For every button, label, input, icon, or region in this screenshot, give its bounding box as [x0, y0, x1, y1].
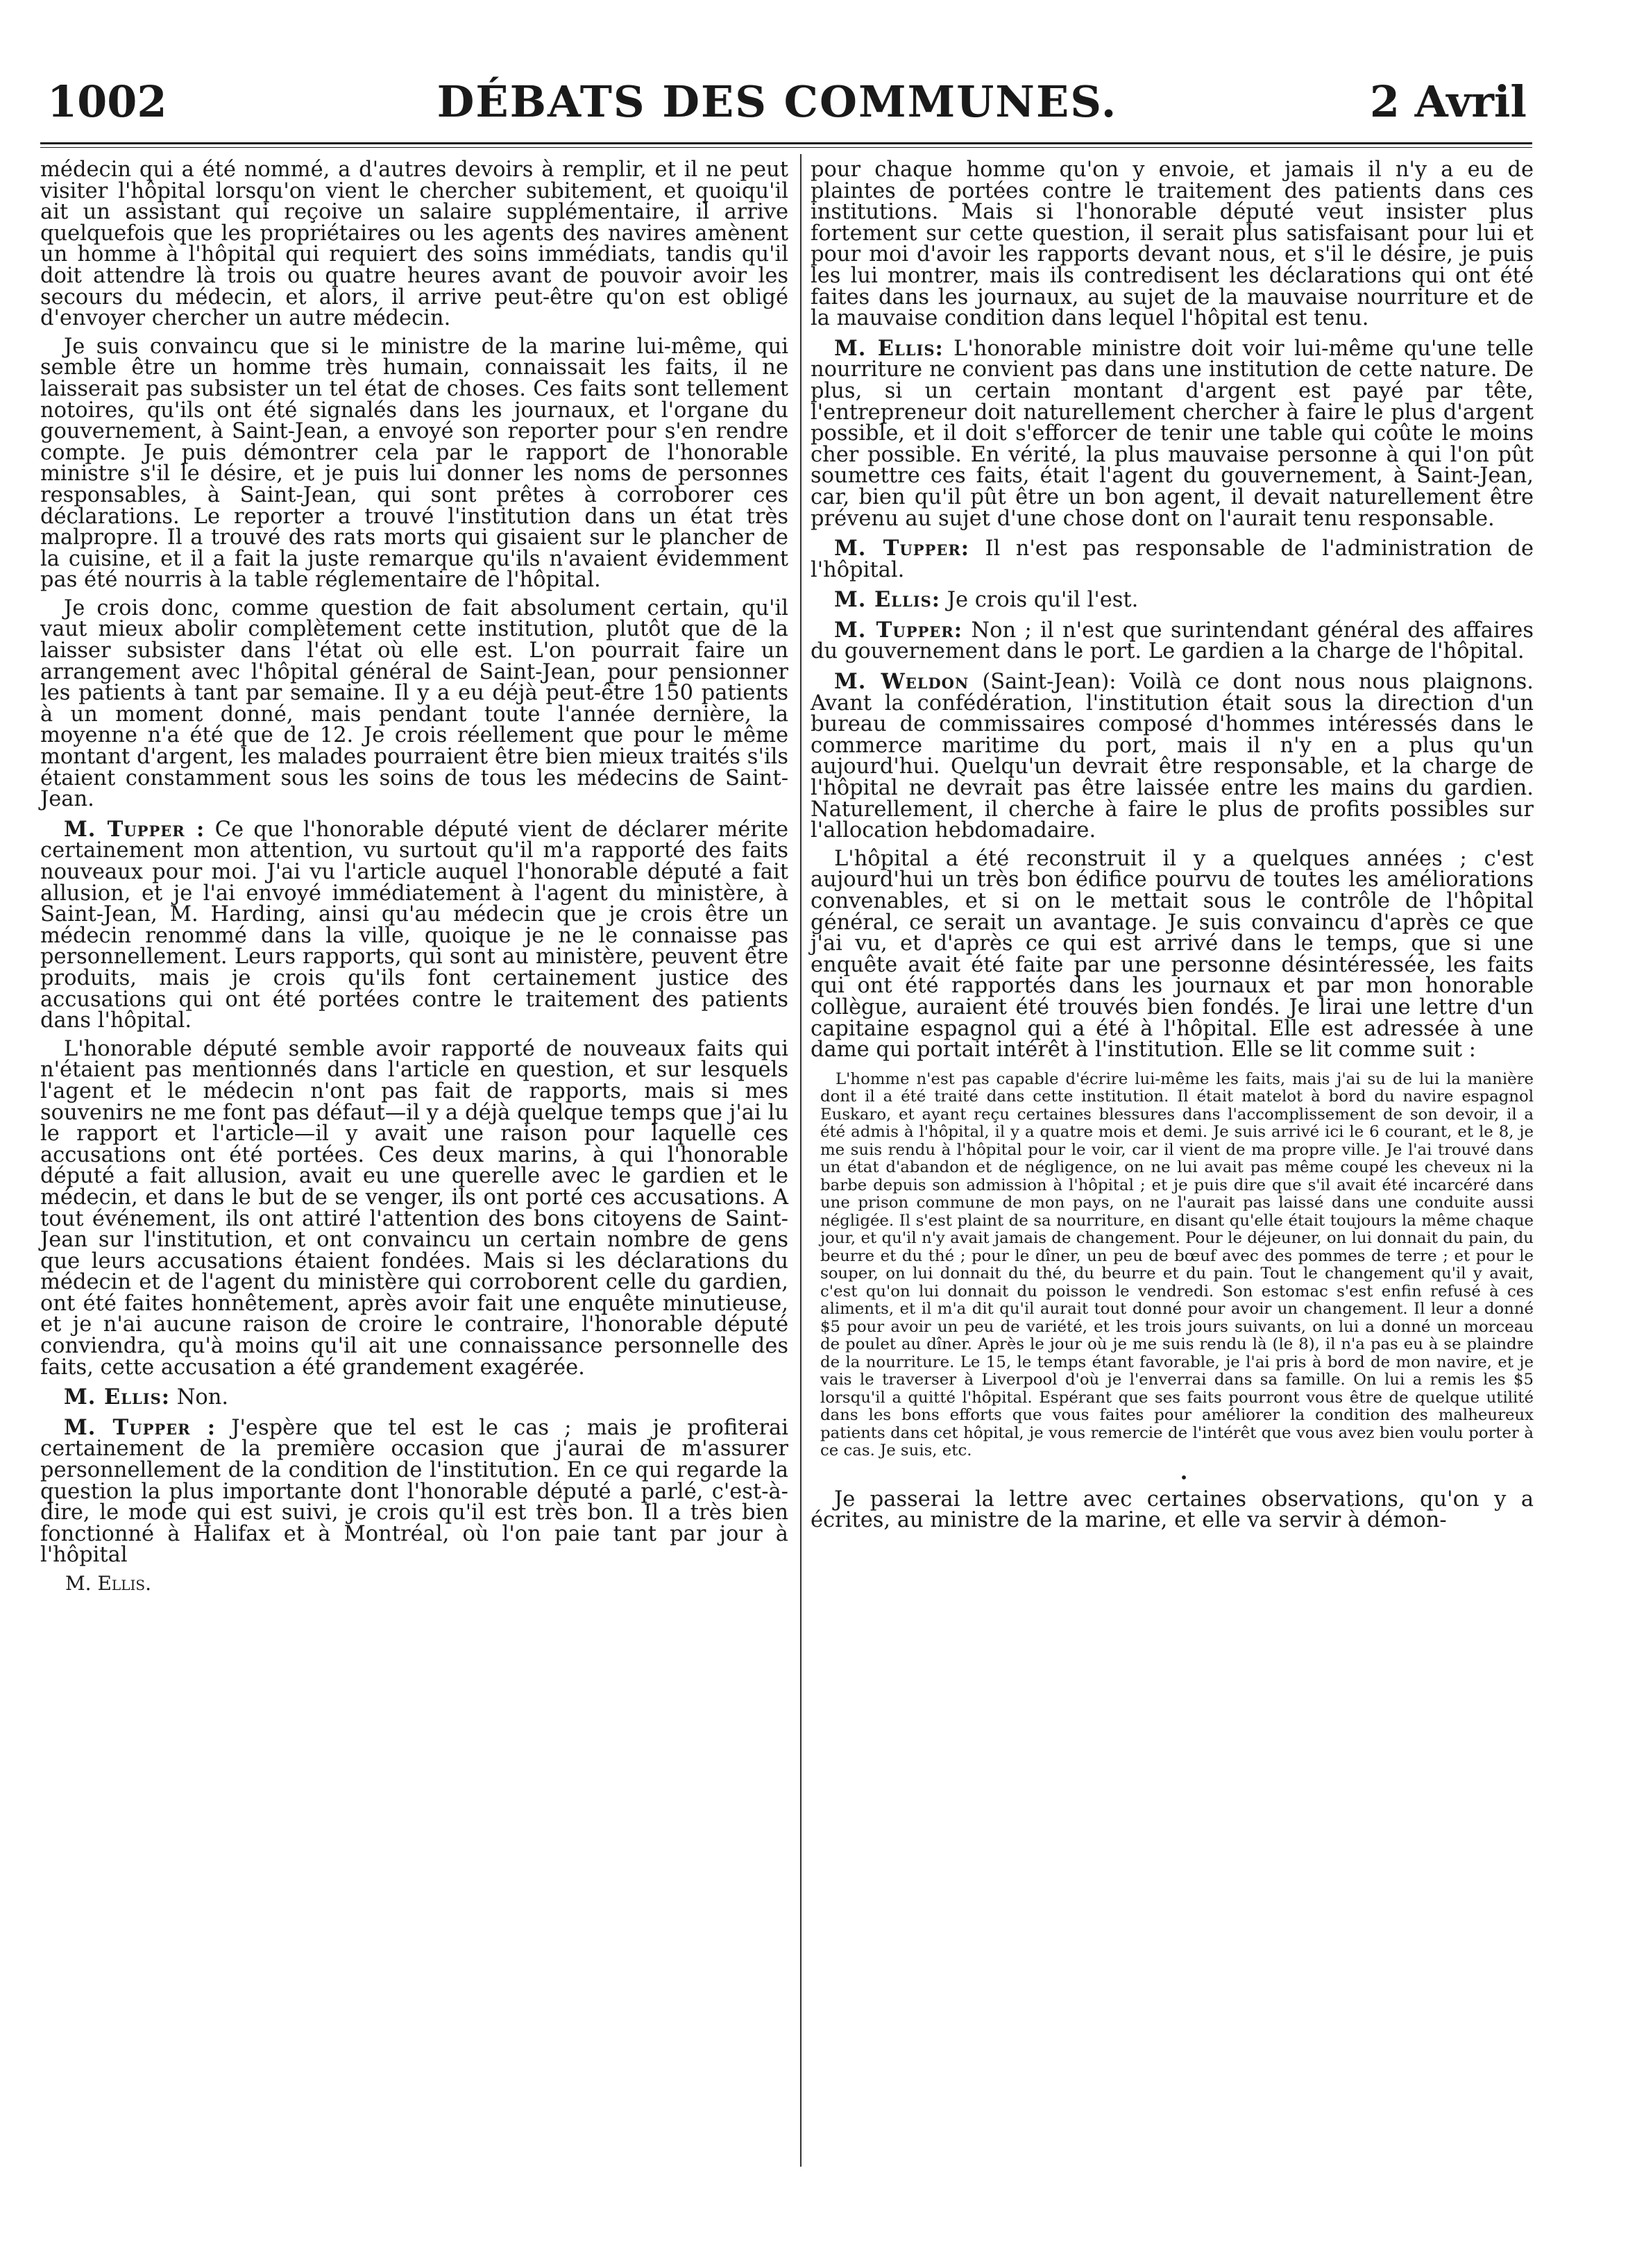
page-title: DÉBATS DES COMMUNES.: [436, 76, 1118, 127]
page-header: [28, 76, 1527, 139]
speech-text: J'espère que tel est le cas ; mais je profiterai certainement de la première occasion que j'aurai de m'assurer personnellement de la condition de l'institution. En ce qui regarde la question la plus importante dont l'honorable député a parlé, c'est-à-dire, le mode qui est suivi, je crois qu'il est très bon. Il a très bien fonctionné à Halifax et à Montréal, où l'on paie tant par jour à l'hôpital: [40, 1415, 788, 1568]
speech-ellis-1: [40, 1387, 788, 1409]
page-date: 2 Avril: [1369, 76, 1527, 127]
speech-text: L'honorable ministre doit voir lui-même qu'une telle nourriture ne convient pas dans une institution de cette nature. De plus, si un certain montant d'argent est payé par tête, l'entrepreneur doit naturellement chercher à faire le plus d'argent possible, et il doit s'efforcer de tenir une table qui coûte le moins cher possible. En vérité, la plus mauvaise personne à qui l'on pût soumettre ces faits, était l'agent du gouvernement, à Saint-Jean, car, bien qu'il pût être un bon agent, il devait naturellement être prévenu au sujet d'une chose dont on l'aurait tenu responsable.: [811, 336, 1534, 531]
speech-text: Ce que l'honorable député vient de déclarer mérite certainement mon attention, vu surtout qu'il m'a rapporté des faits nouveaux pour moi. J'ai vu l'article auquel l'honorable député a fait allusion, et je l'ai envoyé immédiatement à l'agent du ministère, à Saint-Jean, M. Harding, ainsi qu'au médecin que je crois être un médecin renommé dans la ville, quoique je ne le connaisse pas personnellement. Leurs rapports, qui sont au ministère, peuvent être produits, mais je crois qu'ils font certainement justice des accusations qui ont été portées contre le traitement des patients dans l'hôpital.: [40, 817, 788, 1033]
paragraph: L'honorable député semble avoir rapporté de nouveaux faits qui n'étaient pas mentionnés dans l'article en question, et sur lesquels l'agent et le médecin n'ont pas fait de rapports, mais si mes souvenirs ne me font pas défaut—il y a déjà quelque temps que j'ai lu le rapport et l'article—il y avait une raison pour laquelle ces accusations ont été portées. Ces deux marins, à qui l'honorable député a fait allusion, avait eu une querelle avec le gardien et le médecin, et dans le but de se venger, ils ont porté ces accusations. A tout événement, ils ont attiré l'attention des bons citoyens de Saint-Jean sur l'institution, et ont convaincu un certain nombre de gens que leurs accusations étaient fondées. Mais si les déclarations du médecin et de l'agent du ministère qui corroborent celle du gardien, ont été faites honnêtement, après avoir fait une enquête minutieuse, et je n'ai aucune raison de croire le contraire, l'honorable député conviendra, qu'à moins qu'il ait une connaissance personnelle des faits, cette accusation a été grandement exagérée.: [40, 1036, 788, 1380]
speaker-name: M. Tupper:: [834, 617, 963, 643]
speech-tupper-4: [811, 617, 1534, 664]
speaker-name: M. Weldon: [834, 669, 969, 695]
paragraph: médecin qui a été nommé, a d'autres devoirs à remplir, et il ne peut visiter l'hôpital lorsqu'on vient le chercher subitement, et quoiqu'il ait un assistant qui reçoive un salaire supplémentaire, il arrive quelquefois que les propriétaires ou les agents des navires amènent un homme à l'hôpital qui requiert des soins immédiats, tandis qu'il doit attendre là trois ou quatre heures avant de pouvoir avoir les secours du médecin, et alors, il arrive peut-être qu'on est obligé d'envoyer chercher un autre médecin.: [40, 158, 788, 331]
speech-tupper-1: [40, 816, 788, 1033]
header-rule-thin: [40, 147, 1532, 148]
paragraph: Je suis convaincu que si le ministre de la marine lui-même, qui semble être un homme très humain, connaissait les faits, il ne laisserait pas subsister un tel état de choses. Ces faits sont tellement notoires, qu'ils ont été signalés dans les journaux, et l'organe du gouvernement, à Saint-Jean, a envoyé son reporter pour s'en rendre compte. Je puis démontrer cela par le rapport de l'honorable ministre s'il le désire, et je puis lui donner les noms de personnes responsables, à Saint-Jean, qui sont prêtes à corroborer ces déclarations. Le reporter a trouvé l'institution dans un état très malpropre. Il a trouvé des rats morts qui gisaient sur le plancher de la cuisine, et il a fait la juste remarque qu'ils n'avaient évidemment pas été nourris à la table réglementaire de l'hôpital.: [40, 334, 788, 593]
speech-tupper-3: [811, 538, 1534, 581]
speech-tupper-2: [40, 1414, 788, 1568]
speech-ellis-3: [811, 589, 1534, 611]
paragraph: L'hôpital a été reconstruit il y a quelques années ; c'est aujourd'hui un très bon édifice pourvu de toutes les améliorations convenables, et si on le mettait sous le contrôle de l'hôpital général, ce serait un avantage. Je suis convaincu d'après ce que j'ai vu, et d'après ce qui est arrivé dans le temps, que si une enquête avait été faite par une personne désintéressée, les faits qui ont été rapportés dans les journaux et par mon honorable collègue, auraient été trouvés bien fondés. Je lirai une lettre d'un capitaine espagnol qui a été à l'hôpital. Elle est adressée à une dame qui portait intérêt à l'institution. Elle se lit comme suit :: [811, 846, 1534, 1063]
left-column: [40, 160, 788, 1595]
right-column: [811, 160, 1534, 1539]
column-divider: [800, 154, 802, 2167]
speech-text: Je crois qu'il l'est.: [947, 588, 1139, 613]
paragraph: Je crois donc, comme question de fait absolument certain, qu'il vaut mieux abolir complètement cette institution, plutôt que de la laisser subsister dans l'état où elle est. L'on pourrait faire un arrangement avec l'hôpital général de Saint-Jean, pour pensionner les patients à tant par semaine. Il y a eu déjà peut-être 150 patients à un moment donné, mais pendant toute l'année dernière, la moyenne n'a été que de 12. Je crois réellement que pour le même montant d'argent, les malades pourraient être bien mieux traités s'ils étaient constamment sous les soins de tous les médecins de Saint-Jean.: [40, 595, 788, 812]
speech-weldon: [811, 671, 1534, 842]
separator-dot: •: [1180, 1469, 1188, 1486]
page-number: 1002: [47, 76, 167, 127]
speaker-name: M. Tupper:: [834, 536, 970, 561]
speech-text: Non.: [176, 1385, 229, 1410]
paragraph: Je passerai la lettre avec certaines observations, qu'on y a écrites, au ministre de la marine, et elle va servir à démon-: [811, 1487, 1534, 1533]
speech-ellis-2: [811, 335, 1534, 531]
header-rule: [40, 142, 1532, 144]
speech-text: Non ; il n'est que surintendant général des affaires du gouvernement dans le port. Le gardien a la charge de l'hôpital.: [811, 618, 1534, 664]
speaker-name: M. Tupper :: [64, 816, 205, 842]
speech-text: (Saint-Jean): Voilà ce dont nous nous plaignons. Avant la confédération, l'institution était sous la direction d'un bureau de commissaires composé d'hommes intéressés dans le commerce maritime du port, mais il n'y en a plus qu'un aujourd'hui. Quelqu'un devrait être responsable, et la charge de l'hôpital ne devrait pas être laissée entre les mains du gardien. Naturellement, il cherche à faire le plus de profits possibles sur l'allocation hebdomadaire.: [811, 670, 1534, 843]
speaker-name: M. Tupper :: [64, 1414, 217, 1440]
speaker-name: M. Ellis:: [834, 587, 941, 613]
paragraph: pour chaque homme qu'on y envoie, et jamais il n'y a eu de plaintes de portées contre le traitement des patients dans ces institutions. Mais si l'honorable député veut insister plus fortement sur cette question, il serait plus satisfaisant pour lui et pour moi d'avoir les rapports devant nous, et s'il le désire, je puis les lui montrer, mais ils contredisent les déclarations qui ont été faites dans les journaux, au sujet de la mauvaise nourriture et de la mauvaise condition dans lequel l'hôpital est tenu.: [811, 158, 1534, 331]
speaker-name: M. Ellis:: [64, 1385, 171, 1410]
speech-text: Il n'est pas responsable de l'administration de l'hôpital.: [811, 536, 1534, 582]
speaker-name: M. Ellis:: [834, 335, 944, 361]
quoted-letter: L'homme n'est pas capable d'écrire lui-même les faits, mais j'ai su de lui la manière dont il a été traité dans cette institution. Il était matelot à bord du navire espagnol Euskaro, et ayant reçu certaines blessures dans l'accomplissement de son devoir, il a été admis à l'hôpital, il y a quatre mois et demi. Je suis arrivé ici le 6 courant, et le 8, je me suis rendu à l'hôpital pour le voir, car il vient de ma propre ville. Je l'ai trouvé dans un état d'abandon et de négligence, on ne lui avait pas même coupé les cheveux ni la barbe depuis son admission à l'hôpital ; et je puis dire que s'il avait été incarcéré dans une prison commune de mon pays, on ne l'aurait pas laissé dans une conduite aussi négligée. Il s'est plaint de sa nourriture, en disant qu'elle était toujours la même chaque jour, et qu'il n'y avait jamais de changement. Pour le déjeuner, on lui donnait du pain, du beurre et du thé ; pour le dîner, un peu de bœuf avec des pommes de terre ; et pour le souper, on lui donnait du thé, du beurre et du pain. Tout le changement qu'il y avait, c'est qu'on lui donnait du poisson le vendredi. Son estomac s'est enfin refusé à ces aliments, et il m'a dit qu'il aurait tout donné pour avoir un changement. Il leur a donné $5 pour avoir un peu de variété, et les trois jours suivants, on lui a donné un morceau de poulet au dîner. Après le jour où je me suis rendu là (le 8), il n'a pas eu à se plaindre de la nourriture. Le 15, le temps étant favorable, je l'ai pris à bord de mon navire, et je vais le traverser à Liverpool d'où je l'enverrai dans sa famille. On lui a remis les $5 lorsqu'il a quitté l'hôpital. Espérant que ses faits pourront vous être de quelque utilité dans les bons efforts que vous faites pour améliorer la condition des malheureux patients dans cet hôpital, je vous remercie de l'intérêt que vous avez bien voulu porter à ce cas. Je suis, etc.: [820, 1069, 1534, 1460]
footer-signature: M. Ellis.: [65, 1572, 151, 1595]
